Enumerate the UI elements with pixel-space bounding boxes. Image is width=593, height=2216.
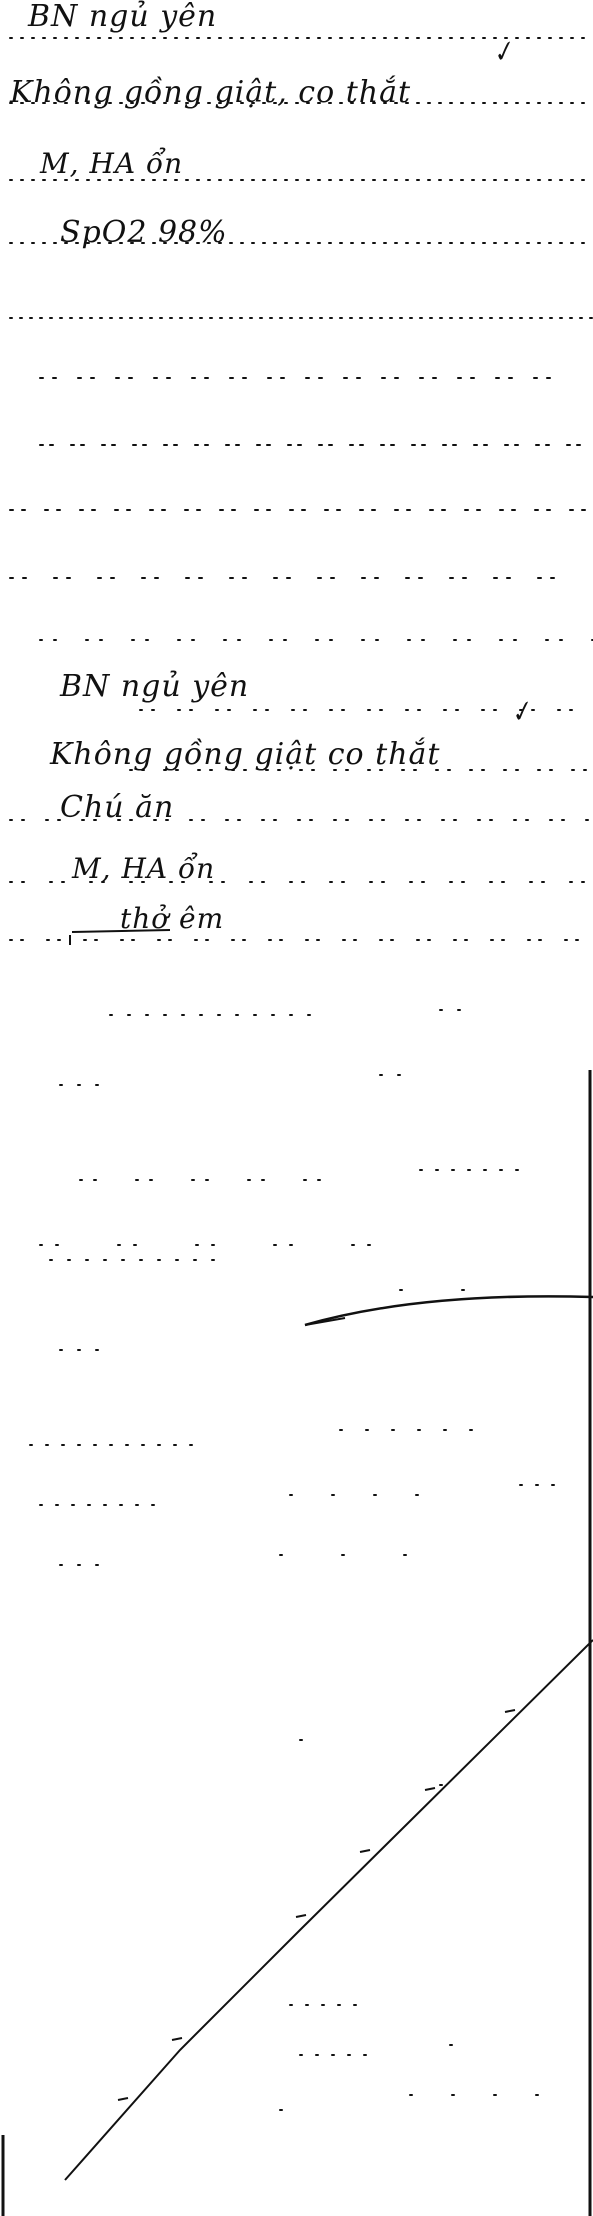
note-line: Chú ăn [60, 790, 175, 825]
tick-mark [172, 2038, 182, 2040]
check-mark-icon: ✓ [505, 695, 537, 731]
tick-mark [505, 1710, 515, 1712]
check-mark-icon: ✓ [487, 35, 519, 71]
tick-mark [425, 1788, 435, 1790]
note-line: BN ngủ yên [60, 669, 250, 704]
pen-stroke [305, 1296, 593, 1325]
tick-mark [118, 2098, 128, 2100]
note-line: BN ngủ yên [28, 0, 218, 34]
note-line: SpO2 98% [60, 215, 228, 250]
pen-stroke [65, 1640, 593, 2180]
tick-mark [360, 1850, 370, 1852]
note-line: Không gồng giật co thắt [50, 737, 441, 772]
note-line: Không gồng giật, co thắt [10, 75, 412, 110]
note-line: thở êm [120, 902, 225, 935]
note-line: M, HA ổn [72, 852, 216, 885]
tick-mark [296, 1915, 306, 1917]
note-line: M, HA ổn [40, 147, 184, 180]
